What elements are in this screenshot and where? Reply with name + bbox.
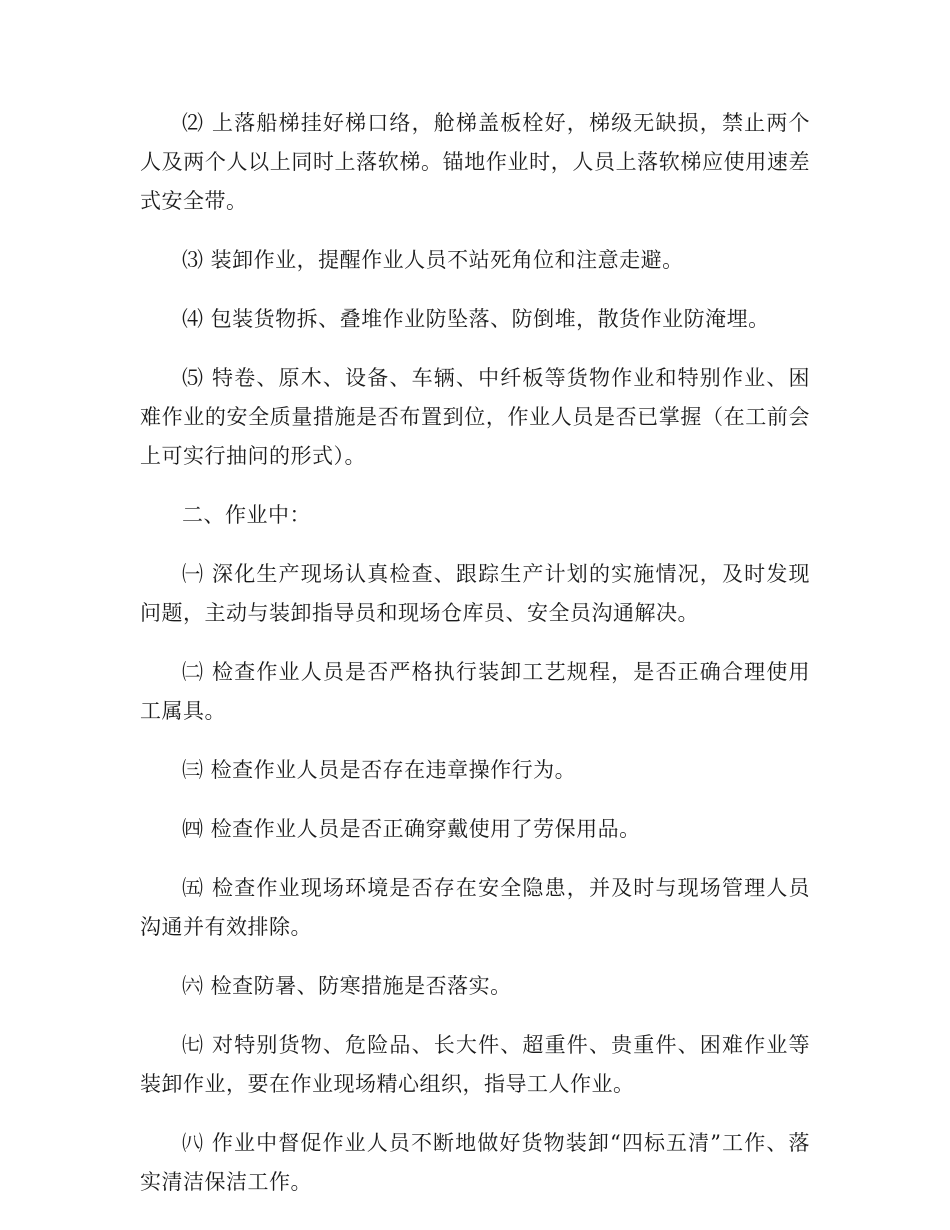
paragraph-item-five: ㈤ 检查作业现场环境是否存在安全隐患，并及时与现场管理人员沟通并有效排除。 [140,876,810,939]
paragraph-item-two: ㈡ 检查作业人员是否严格执行装卸工艺规程，是否正确合理使用工属具。 [140,660,810,723]
paragraph-item-six: ㈥ 检查防暑、防寒措施是否落实。 [182,974,512,998]
paragraph-item-5: ⑸ 特卷、原木、设备、车辆、中纤板等货物作业和特别作业、困难作业的安全质量措施是否布置到位，作业人员是否已掌握（在工前会上可实行抽问的形式）。 [140,366,810,468]
paragraph-item-four: ㈣ 检查作业人员是否正确穿戴使用了劳保用品。 [182,817,641,841]
paragraph-item-2: ⑵ 上落船梯挂好梯口络，舱梯盖板栓好，梯级无缺损，禁止两个人及两个人以上同时上落软梯。锚地作业时，人员上落软梯应使用速差式安全带。 [140,111,810,213]
section-heading-during-work: 二、作业中： [182,503,311,527]
paragraph-item-3: ⑶ 装卸作业，提醒作业人员不站死角位和注意走避。 [182,248,684,272]
paragraph-item-three: ㈢ 检查作业人员是否存在违章操作行为。 [182,758,577,782]
paragraph-item-one: ㈠ 深化生产现场认真检查、跟踪生产计划的实施情况，及时发现问题，主动与装卸指导员和现场仓库员、安全员沟通解决。 [140,562,810,625]
paragraph-item-seven: ㈦ 对特别货物、危险品、长大件、超重件、贵重件、困难作业等装卸作业，要在作业现场精心组织，指导工人作业。 [140,1033,810,1096]
paragraph-item-4: ⑷ 包装货物拆、叠堆作业防坠落、防倒堆，散货作业防淹埋。 [182,307,770,331]
paragraph-item-eight: ㈧ 作业中督促作业人员不断地做好货物装卸“四标五清”工作、落实清洁保洁工作。 [140,1131,810,1194]
